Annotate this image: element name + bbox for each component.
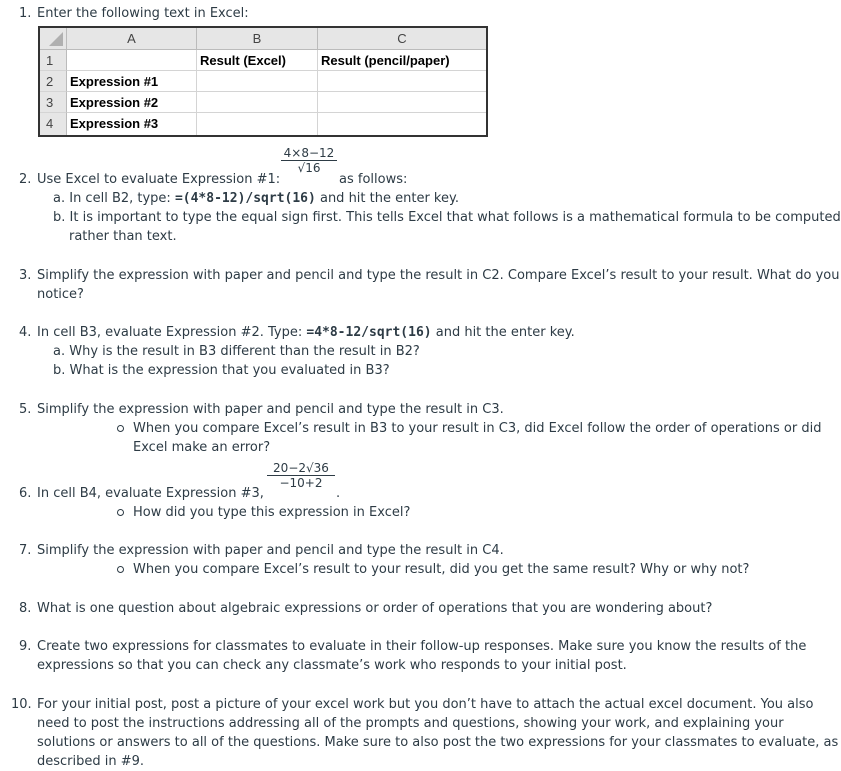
item-5-number: 5. [19, 402, 32, 417]
item-6-after: . [336, 486, 341, 501]
item-2-number: 2. [19, 172, 32, 187]
cell-c1: Result (pencil/paper) [318, 50, 486, 71]
item-4-number: 4. [19, 325, 32, 340]
cell-a3: Expression #2 [67, 92, 197, 113]
expression-1-radicand: 16 [305, 161, 321, 175]
item-3-number: 3. [19, 268, 32, 283]
item-1-number: 1. [19, 6, 32, 21]
cell-c3 [318, 92, 486, 113]
item-4-text [37, 323, 575, 342]
item-10-line-3: solutions or answers to all of the questions. Make sure to also post the two expressions for your classmates to evaluate, as [37, 735, 839, 750]
item-2b-line-1: b. It is important to type the equal sign first. This tells Excel that what follows is a mathematical formula to be computed [53, 210, 841, 225]
cell-a2: Expression #1 [67, 71, 197, 92]
item-3-line-2: notice? [37, 287, 84, 302]
cell-b4 [197, 113, 318, 135]
item-5-text: Simplify the expression with paper and pencil and type the result in C3. [37, 402, 504, 417]
expression-3-fraction [267, 461, 335, 490]
item-2a [53, 189, 459, 208]
item-8-number: 8. [19, 601, 32, 616]
item-2b-line-2: rather than text. [69, 229, 177, 244]
item-4a: a. Why is the result in B3 different than the result in B2? [53, 344, 420, 359]
item-10-number: 10. [11, 697, 32, 712]
cell-a4: Expression #3 [67, 113, 197, 135]
item-5-bullet-line-1: When you compare Excel’s result in B3 to your result in C3, did Excel follow the order of operations or did [133, 421, 822, 436]
cell-b2 [197, 71, 318, 92]
row-header-4: 4 [40, 113, 67, 135]
expression-1-fraction [281, 146, 337, 175]
item-6-number: 6. [19, 486, 32, 501]
column-header-c: C [318, 28, 486, 50]
item-2a-formula: =(4*8-12)/sqrt(16) [174, 191, 316, 206]
cell-c4 [318, 113, 486, 135]
item-8-text: What is one question about algebraic expressions or order of operations that you are wondering about? [37, 601, 713, 616]
expression-1-numerator: 4×8−12 [283, 146, 335, 160]
excel-sheet [38, 26, 488, 137]
item-10-line-2: need to post the instructions addressing all of the prompts and questions, showing your work, and explaining your [37, 716, 784, 731]
item-4-formula: =4*8-12/sqrt(16) [306, 325, 432, 340]
item-9-line-1: Create two expressions for classmates to evaluate in their follow-up responses. Make sure you know the results of the [37, 639, 807, 654]
bullet-icon [117, 425, 124, 432]
item-4b: b. What is the expression that you evaluated in B3? [53, 363, 390, 378]
cell-b1: Result (Excel) [197, 50, 318, 71]
item-6-text: In cell B4, evaluate Expression #3, [37, 486, 264, 501]
expression-1-denominator [281, 161, 337, 175]
item-9-number: 9. [19, 639, 32, 654]
expression-3-numerator-prefix: 20−2 [273, 461, 307, 475]
bullet-icon [117, 509, 124, 516]
item-2-text: Use Excel to evaluate Expression #1: [37, 172, 281, 187]
item-7-bullet: When you compare Excel’s result to your result, did you get the same result? Why or why not? [133, 562, 750, 577]
sqrt-icon: √ [306, 461, 314, 475]
select-all-corner [40, 28, 67, 50]
item-4-text-pre: In cell B3, evaluate Expression #2. Type: [37, 325, 307, 340]
item-10-line-4: described in #9. [37, 754, 145, 769]
cell-a1 [67, 50, 197, 71]
row-header-1: 1 [40, 50, 67, 71]
item-2a-text: a. In cell B2, type: [53, 191, 175, 206]
expression-3-radicand: 36 [313, 461, 329, 475]
item-5-bullet-line-2: Excel make an error? [133, 440, 271, 455]
bullet-icon [117, 566, 124, 573]
cell-b3 [197, 92, 318, 113]
expression-3-numerator [267, 461, 335, 475]
item-2a-after: and hit the enter key. [315, 191, 459, 206]
item-2-after: as follows: [339, 172, 408, 187]
cell-c2 [318, 71, 486, 92]
sqrt-icon: √ [297, 161, 306, 175]
row-header-3: 3 [40, 92, 67, 113]
expression-3-denominator: −10+2 [279, 476, 323, 490]
item-7-text: Simplify the expression with paper and pencil and type the result in C4. [37, 543, 504, 558]
item-4-text-post: and hit the enter key. [431, 325, 575, 340]
item-10-line-1: For your initial post, post a picture of your excel work but you don’t have to attach the actual excel document. You also [37, 697, 814, 712]
corner-triangle-icon [49, 32, 63, 46]
item-7-number: 7. [19, 543, 32, 558]
row-header-2: 2 [40, 71, 67, 92]
item-6-bullet: How did you type this expression in Excel? [133, 505, 411, 520]
item-9-line-2: expressions so that you can check any classmate’s work who responds to your initial post. [37, 658, 627, 673]
item-3-line-1: Simplify the expression with paper and pencil and type the result in C2. Compare Excel’s result to your result. What do you [37, 268, 840, 283]
item-1-text: Enter the following text in Excel: [37, 6, 249, 21]
column-header-b: B [197, 28, 318, 50]
column-header-a: A [67, 28, 197, 50]
